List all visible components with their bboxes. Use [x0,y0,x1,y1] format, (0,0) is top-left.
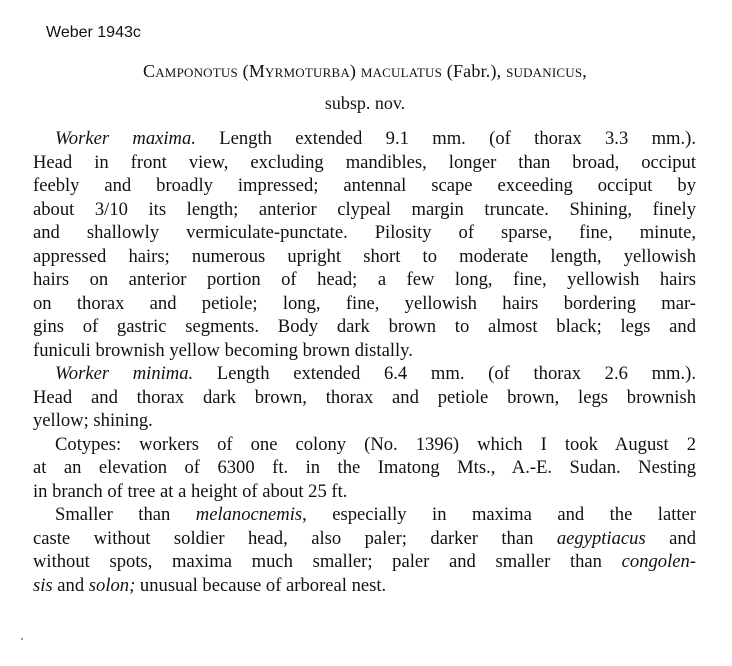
italic-term: sis [33,574,53,596]
subtitle: subsp. nov. [324,93,406,113]
text-line [33,456,696,480]
title-author: (Fabr.), [446,61,502,81]
line-text: Head and thorax dark brown, thorax and petiole brown, legs brownish [33,386,696,408]
line-text: Head in front view, excluding mandibles, longer than broad, occiput [33,151,696,173]
text-line [33,339,696,363]
text-line [33,480,696,504]
italic-term: melanocnemis [195,504,303,525]
line-text: about 3/10 its length; anterior clypeal margin truncate. Shining, finely [33,198,696,220]
text-line [33,574,696,598]
scan-speck [21,638,23,640]
text-line [33,221,696,245]
text-line [33,315,696,339]
line-text: , especially in maxima and the latter [302,504,696,525]
description-body [33,127,696,597]
line-text: Cotypes: workers of one colony (No. 1396) which I took August 2 [55,433,696,455]
paragraph [33,503,696,597]
text-line [33,550,696,574]
text-line [33,198,696,222]
text-line [33,151,696,175]
text-line [33,527,696,551]
paragraph [33,433,696,504]
italic-term: congolen- [621,551,696,572]
line-text: unusual because of arboreal nest. [135,574,387,596]
line-text: feebly and broadly impressed; antennal scape exceeding occiput by [33,175,696,196]
line-text: yellow; shining. [33,410,153,431]
text-line [33,127,696,151]
text-line [33,292,696,316]
paragraph [33,362,696,433]
line-text: Length extended 9.1 mm. (of thorax 3.3 mm.). [195,128,696,149]
text-line [33,503,696,527]
line-text: hairs on anterior portion of head; a few long, fine, yellowish hairs [33,269,696,290]
line-text: funiculi brownish yellow becoming brown distally. [33,339,413,361]
text-line [33,174,696,198]
title-genus: Camponotus [143,61,238,81]
citation-label: Weber 1943c [46,24,141,41]
line-text: in branch of tree at a height of about 25 ft. [33,480,348,502]
italic-term: Worker minima. [55,363,194,384]
line-text: at an elevation of 6300 ft. in the Imatong Mts., A.-E. Sudan. Nesting [33,457,696,478]
line-text: and [645,527,697,549]
title-subgenus: (Myrmoturba) [242,61,357,81]
species-title [30,58,700,84]
title-subspecies: sudanicus, [506,61,587,81]
title-species: maculatus [360,61,443,81]
line-text: Length extended 6.4 mm. (of thorax 2.6 mm.). [193,363,697,384]
paragraph [33,127,696,362]
text-line [33,386,696,410]
text-line [33,362,696,386]
line-text: gins of gastric segments. Body dark brown to almost black; legs and [33,316,696,337]
line-text: caste without soldier head, also paler; darker than [33,527,557,549]
line-text: Smaller than [55,504,196,525]
line-text: on thorax and petiole; long, fine, yellowish hairs bordering mar- [33,292,696,314]
italic-term: Worker maxima. [55,128,196,149]
text-line [33,409,696,433]
text-line [33,433,696,457]
line-text: and shallowly vermiculate-punctate. Pilosity of sparse, fine, minute, [33,222,696,243]
line-text: and [52,574,89,596]
italic-term: aegyptiacus [556,527,646,549]
text-line [33,245,696,269]
line-text: appressed hairs; numerous upright short to moderate length, yellowish [33,245,696,267]
line-text: without spots, maxima much smaller; paler and smaller than [33,551,622,572]
text-line [33,268,696,292]
italic-term: solon; [88,574,136,596]
